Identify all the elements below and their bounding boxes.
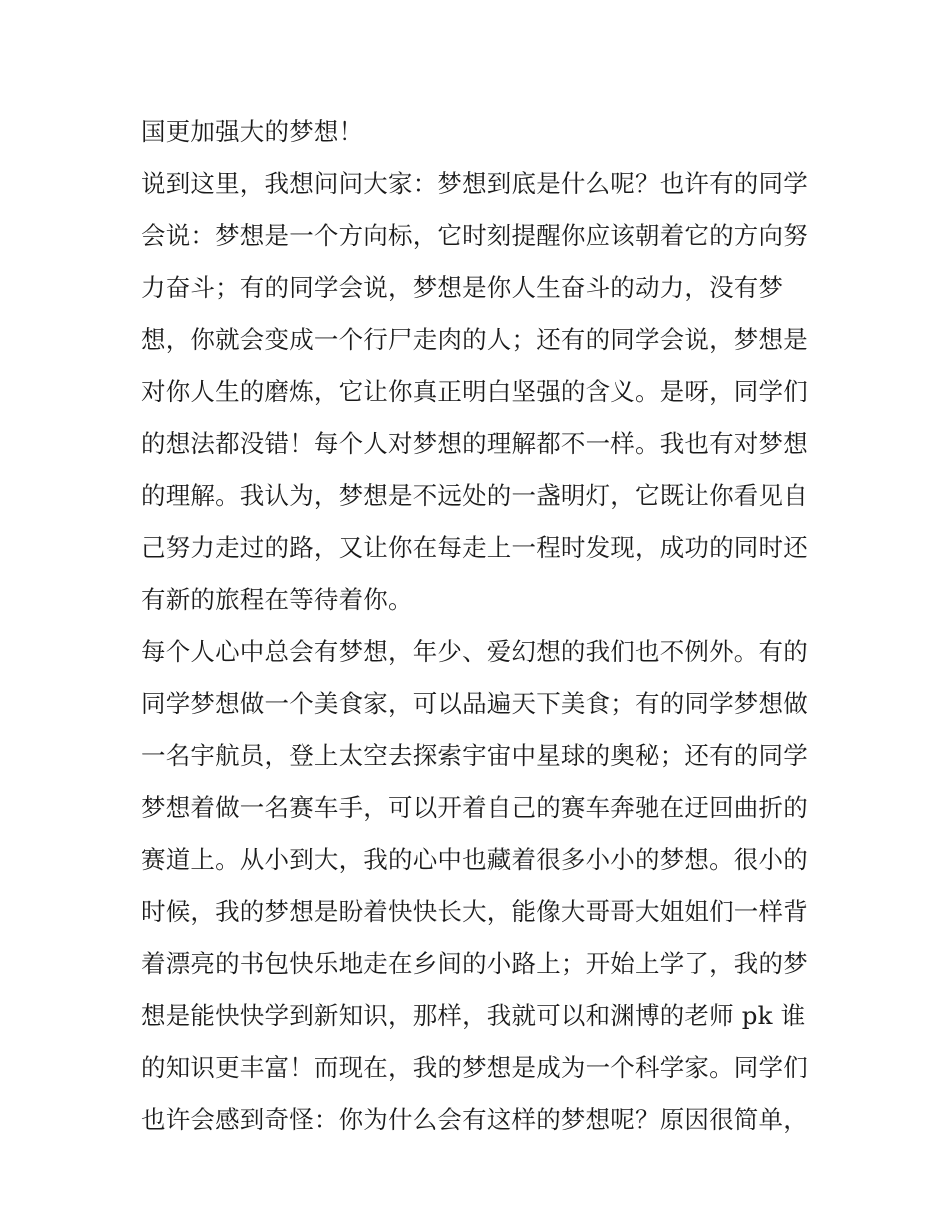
text-line: 同学梦想做一个美食家，可以品遍天下美食；有的同学梦想做 [141,689,808,718]
text-line: 对你人生的磨炼，它让你真正明白坚强的含义。是呀，同学们 [141,377,808,406]
text-line: 力奋斗；有的同学会说，梦想是你人生奋斗的动力，没有梦 [141,273,784,302]
text-line: 己努力走过的路，又让你在每走上一程时发现，成功的同时还 [141,533,808,562]
text-line: 的想法都没错！每个人对梦想的理解都不一样。我也有对梦想 [141,429,808,458]
text-line: 想是能快快学到新知识，那样，我就可以和渊博的老师 pk 谁 [141,1001,806,1030]
text-line: 一名宇航员，登上太空去探索宇宙中星球的奥秘；还有的同学 [141,741,808,770]
text-line: 赛道上。从小到大，我的心中也藏着很多小小的梦想。很小的 [141,845,808,874]
text-line: 有新的旅程在等待着你。 [141,585,413,614]
text-line: 梦想着做一名赛车手，可以开着自己的赛车奔驰在迂回曲折的 [141,793,808,822]
text-line: 着漂亮的书包快乐地走在乡间的小路上；开始上学了，我的梦 [141,949,808,978]
text-line: 也许会感到奇怪：你为什么会有这样的梦想呢？原因很简单， [141,1105,808,1134]
text-line: 说到这里，我想问问大家：梦想到底是什么呢？也许有的同学 [141,169,808,198]
text-line: 的理解。我认为，梦想是不远处的一盏明灯，它既让你看见自 [141,481,808,510]
text-line: 国更加强大的梦想！ [141,117,364,146]
text-line: 会说：梦想是一个方向标，它时刻提醒你应该朝着它的方向努 [141,221,808,250]
text-line: 时候，我的梦想是盼着快快长大，能像大哥哥大姐姐们一样背 [141,897,808,926]
text-line: 的知识更丰富！而现在，我的梦想是成为一个科学家。同学们 [141,1053,808,1082]
body-text [141,106,816,1146]
text-line: 想，你就会变成一个行尸走肉的人；还有的同学会说，梦想是 [141,325,808,354]
text-line: 每个人心中总会有梦想，年少、爱幻想的我们也不例外。有的 [141,637,808,666]
